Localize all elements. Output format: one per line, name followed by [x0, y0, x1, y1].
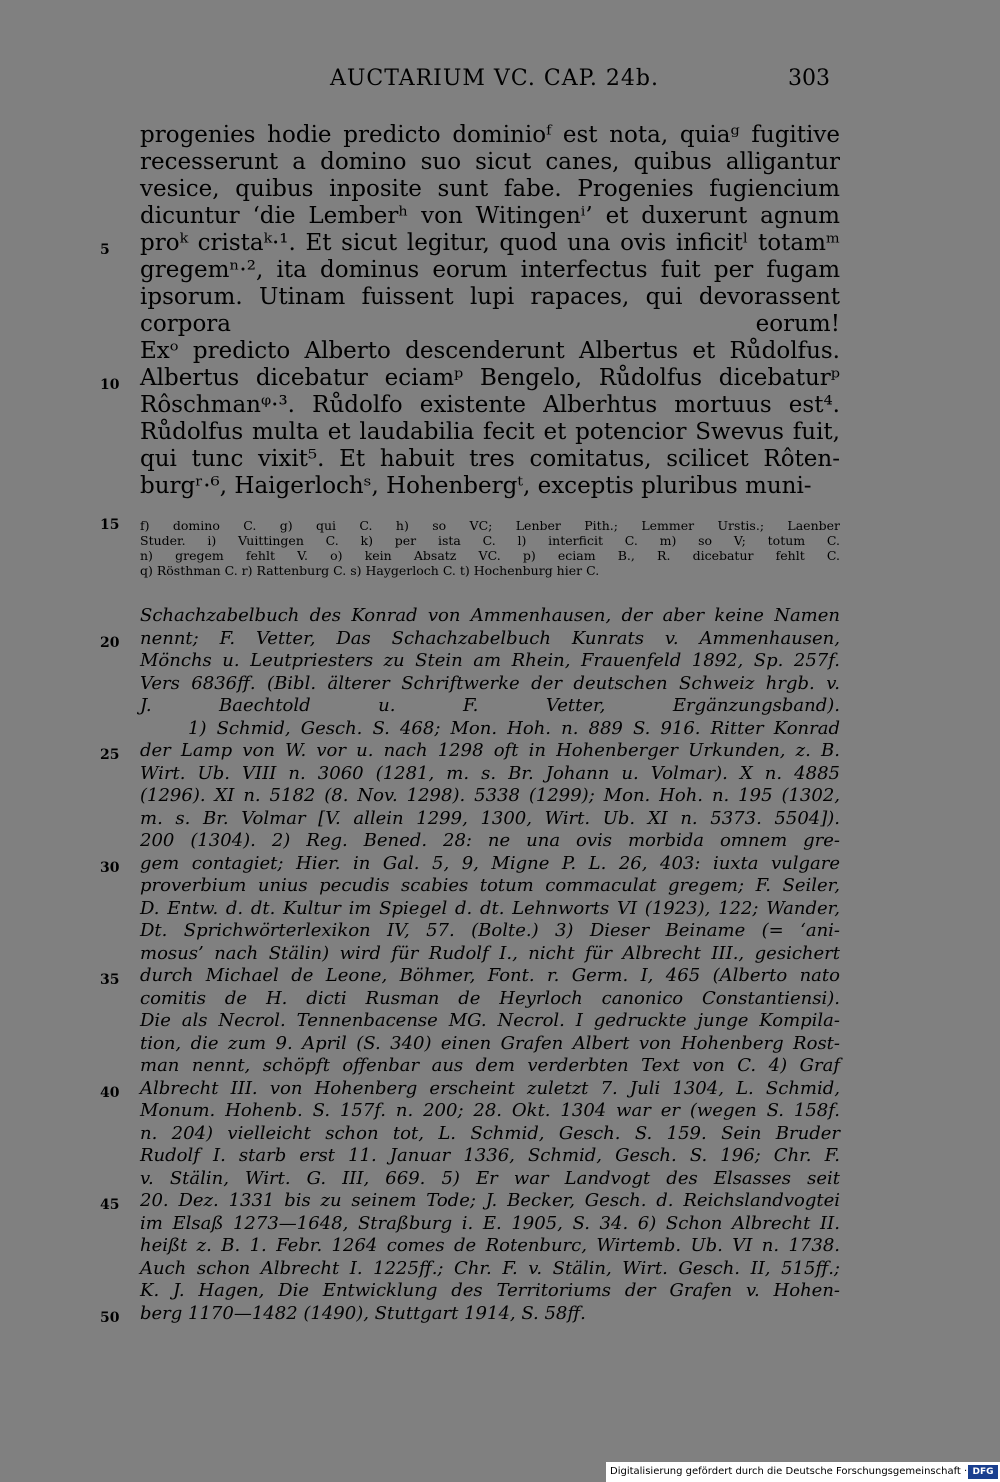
line-number: 10	[100, 377, 120, 393]
line-number: 30	[100, 859, 120, 876]
text-line	[100, 176, 840, 203]
note-line	[100, 1235, 840, 1258]
note-line	[100, 943, 840, 966]
text-line	[100, 419, 840, 446]
main-text	[100, 122, 840, 500]
footer	[606, 1462, 1000, 1482]
note-line	[100, 628, 840, 651]
line-text: Albrecht III. von Hohenberg erscheint zuletzt 7. Juli 1304, L. Schmid,	[140, 1077, 840, 1099]
line-text: q) Rösthman C. r) Rattenburg C. s) Haygerloch C. t) Hochenburg hier C.	[140, 563, 600, 578]
running-title: AUCTARIUM VC. CAP. 24b.	[330, 66, 659, 91]
line-number: 35	[100, 972, 120, 988]
note-line	[100, 740, 840, 763]
note-line	[100, 875, 840, 898]
text-line	[100, 284, 840, 311]
note-line	[100, 1100, 840, 1123]
text-line	[100, 122, 840, 149]
note-line	[100, 808, 840, 831]
note-line	[100, 1190, 840, 1213]
line-text: qui tunc vixit⁵. Et habuit tres comitatus, scilicet Rôten-	[140, 446, 840, 472]
note-line	[100, 1280, 840, 1303]
text-line	[100, 257, 840, 284]
line-text: (1296). XI n. 5182 (8. Nov. 1298). 5338 (1299); Mon. Hoh. n. 195 (1302,	[140, 785, 840, 806]
line-text: 20. Dez. 1331 bis zu seinem Tode; J. Becker, Gesch. d. Reichslandvogtei	[140, 1190, 840, 1211]
line-text: n. 204) vielleicht schon tot, L. Schmid, Gesch. S. 159. Sein Bruder	[140, 1122, 840, 1144]
line-text: nennt; F. Vetter, Das Schachzabelbuch Kunrats v. Ammenhausen,	[140, 627, 840, 649]
dfg-logo: DFG	[968, 1465, 998, 1479]
line-text: proverbium unius pecudis scabies totum commaculat gregem; F. Seiler,	[140, 875, 840, 896]
line-number: 25	[100, 747, 120, 763]
text-line	[100, 365, 840, 392]
line-text: Exᵒ predicto Alberto descenderunt Albertus et Růdolfus.	[140, 338, 840, 364]
line-text: v. Stälin, Wirt. G. III, 669. 5) Er war Landvogt des Elsasses seit	[140, 1167, 840, 1189]
line-number: 15	[100, 517, 120, 533]
line-text: f) domino C. g) qui C. h) so VC; Lenber Pith.; Lemmer Urstis.; Laenber	[140, 518, 840, 533]
note-line	[100, 1055, 840, 1078]
note-line	[100, 763, 840, 786]
line-text: man nennt, schöpft offenbar aus dem verderbten Text von C. 4) Graf	[140, 1055, 840, 1076]
line-text: gregemⁿ·², ita dominus eorum interfectus fuit per fugam	[140, 257, 840, 283]
text-line	[100, 338, 840, 365]
line-text: corpora eorum!	[140, 311, 840, 337]
line-text: Mönchs u. Leutpriesters zu Stein am Rhein, Frauenfeld 1892, Sp. 257f.	[140, 650, 840, 671]
note-line	[100, 1213, 840, 1236]
line-text: durch Michael de Leone, Böhmer, Font. r. Germ. I, 465 (Alberto nato	[140, 965, 840, 986]
note-line	[100, 605, 840, 628]
page-number: 303	[788, 66, 830, 91]
line-text: m. s. Br. Volmar [V. allein 1299, 1300, Wirt. Ub. XI n. 5373. 5504]).	[140, 807, 840, 829]
line-text: D. Entw. d. dt. Kultur im Spiegel d. dt. Lehnworts VI (1923), 122; Wander,	[140, 897, 840, 919]
note-line	[100, 830, 840, 853]
note-line	[100, 1168, 840, 1191]
critical-apparatus	[100, 518, 840, 578]
line-text: Růdolfus multa et laudabilia fecit et potencior Swevus fuit,	[140, 419, 840, 445]
line-text: Schachzabelbuch des Konrad von Ammenhausen, der aber keine Namen	[140, 605, 840, 626]
note-line	[100, 898, 840, 921]
note-line	[100, 988, 840, 1011]
note-line	[100, 1145, 840, 1168]
notes	[100, 605, 840, 1325]
line-text: 200 (1304). 2) Reg. Bened. 28: ne una ovis morbida omnem gre-	[140, 830, 840, 851]
note-line	[100, 1078, 840, 1101]
apparatus-line	[100, 518, 840, 533]
line-text: Monum. Hohenb. S. 157f. n. 200; 28. Okt. 1304 war er (wegen S. 158f.	[140, 1100, 840, 1121]
running-header	[0, 66, 1000, 96]
line-text: Rôschmanᵠ·³. Růdolfo existente Alberhtus mortuus est⁴.	[140, 392, 840, 418]
line-text: progenies hodie predicto dominioᶠ est nota, quiaᵍ fugitive	[140, 122, 840, 148]
text-line	[100, 230, 840, 257]
note-line	[100, 695, 840, 718]
note-line	[100, 965, 840, 988]
text-line	[100, 446, 840, 473]
line-text: ipsorum. Utinam fuissent lupi rapaces, qui devorassent	[140, 284, 840, 310]
line-text: burgʳ·⁶, Haigerlochˢ, Hohenbergᵗ, exceptis pluribus muni-	[140, 473, 812, 499]
apparatus-line	[100, 563, 840, 578]
line-text: comitis de H. dicti Rusman de Heyrloch canonico Constantiensi).	[140, 987, 840, 1009]
line-text: Dt. Sprichwörterlexikon IV, 57. (Bolte.) 3) Dieser Beiname (= ‘ani-	[140, 920, 840, 941]
note-line	[100, 785, 840, 808]
text-line	[100, 149, 840, 176]
funding-note: Digitalisierung gefördert durch die Deutsche Forschungsgemeinschaft ·	[610, 1466, 968, 1477]
text-line	[100, 392, 840, 419]
line-text: der Lamp von W. vor u. nach 1298 oft in Hohenberger Urkunden, z. B.	[140, 740, 840, 761]
line-text: Studer. i) Vuittingen C. k) per ista C. l) interficit C. m) so V; totum C.	[140, 533, 840, 548]
line-text: berg 1170—1482 (1490), Stuttgart 1914, S. 58ff.	[140, 1302, 586, 1324]
line-text: Die als Necrol. Tennenbacense MG. Necrol. I gedruckte junge Kompila-	[140, 1010, 840, 1031]
line-number: 5	[100, 242, 110, 258]
apparatus-line	[100, 533, 840, 548]
apparatus-line	[100, 548, 840, 563]
note-line	[100, 1303, 840, 1326]
note-line	[100, 1033, 840, 1056]
line-text: J. Baechtold u. F. Vetter, Ergänzungsband).	[140, 695, 840, 716]
line-text: recesserunt a domino suo sicut canes, quibus alligantur	[140, 149, 840, 175]
line-text: tion, die zum 9. April (S. 340) einen Grafen Albert von Hohenberg Rost-	[140, 1032, 840, 1054]
line-text: dicuntur ‘die Lemberʰ von Witingenⁱ’ et duxerunt agnum	[140, 203, 840, 229]
line-text: Auch schon Albrecht I. 1225ff.; Chr. F. v. Stälin, Wirt. Gesch. II, 515ff.;	[140, 1257, 840, 1279]
line-number: 50	[100, 1309, 120, 1326]
line-text: im Elsaß 1273—1648, Straßburg i. E. 1905, S. 34. 6) Schon Albrecht II.	[140, 1212, 840, 1234]
line-text: mosus’ nach Stälin) wird für Rudolf I., nicht für Albrecht III., gesichert	[140, 942, 840, 964]
line-text: Albertus dicebatur eciamᵖ Bengelo, Růdolfus dicebaturᵖ	[140, 365, 840, 391]
note-line	[100, 718, 840, 741]
line-text: n) gregem fehlt V. o) kein Absatz VC. p) eciam B., R. dicebatur fehlt C.	[140, 548, 840, 563]
line-number: 45	[100, 1197, 120, 1213]
note-line	[100, 1258, 840, 1281]
line-text: Rudolf I. starb erst 11. Januar 1336, Schmid, Gesch. S. 196; Chr. F.	[140, 1145, 840, 1166]
note-line	[100, 853, 840, 876]
line-text: Vers 6836ff. (Bibl. älterer Schriftwerke der deutschen Schweiz hrgb. v.	[140, 672, 840, 694]
line-text: heißt z. B. 1. Febr. 1264 comes de Rotenburc, Wirtemb. Ub. VI n. 1738.	[140, 1235, 840, 1256]
line-text: proᵏ cristaᵏ·¹. Et sicut legitur, quod una ovis inficitˡ totamᵐ	[140, 230, 840, 256]
line-text: vesice, quibus inposite sunt fabe. Progenies fugiencium	[140, 176, 840, 202]
text-line	[100, 473, 840, 500]
note-line	[100, 1123, 840, 1146]
line-text: Wirt. Ub. VIII n. 3060 (1281, m. s. Br. Johann u. Volmar). X n. 4885	[140, 762, 840, 784]
note-line	[100, 650, 840, 673]
text-line	[100, 203, 840, 230]
note-line	[100, 673, 840, 696]
line-text: gem contagiet; Hier. in Gal. 5, 9, Migne P. L. 26, 403: iuxta vulgare	[140, 852, 840, 874]
line-text: 1) Schmid, Gesch. S. 468; Mon. Hoh. n. 889 S. 916. Ritter Konrad	[188, 717, 840, 739]
line-number: 40	[100, 1084, 120, 1101]
text-line	[100, 311, 840, 338]
line-text: K. J. Hagen, Die Entwicklung des Territoriums der Grafen v. Hohen-	[140, 1280, 840, 1301]
line-number: 20	[100, 634, 120, 651]
note-line	[100, 1010, 840, 1033]
note-line	[100, 920, 840, 943]
